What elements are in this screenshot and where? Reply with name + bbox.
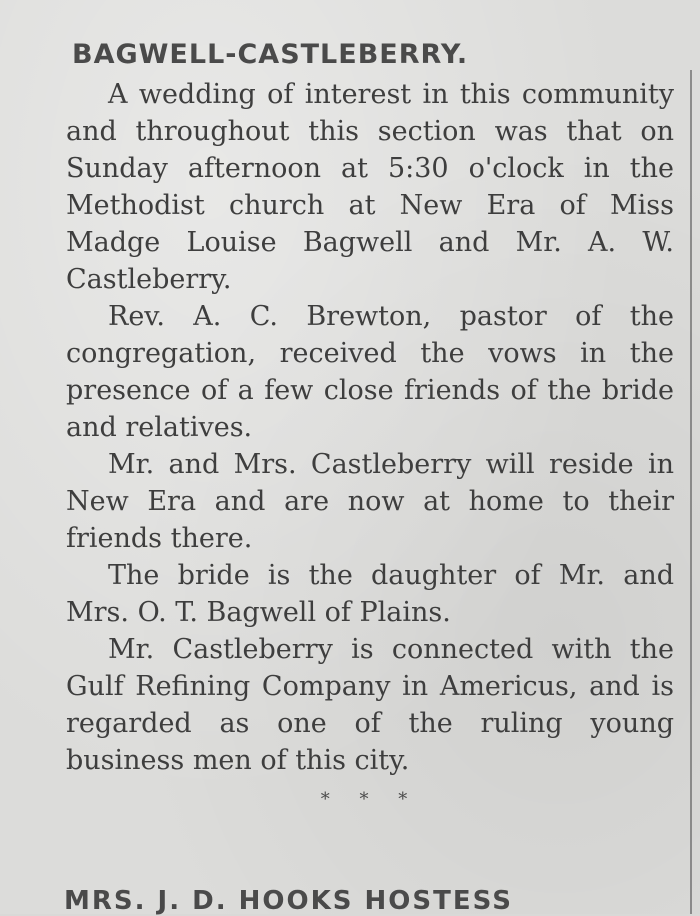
article-paragraph-1: A wedding of interest in this community and throughout this section was that on Sunday afternoon at 5:30 o'clock in the Methodist church at New Era of Miss Madge Louise Bagwell and Mr. A. W. Castleberry. xyxy=(66,79,674,295)
column-rule xyxy=(690,70,692,914)
section-separator: * * * xyxy=(320,789,420,810)
article-paragraph-2: Rev. A. C. Brewton, pastor of the congregation, received the vows in the presence of a few close friends of the bride and relatives. xyxy=(66,301,674,443)
article-column xyxy=(66,38,674,813)
article-paragraph-3: Mr. and Mrs. Castleberry will reside in New Era and are now at home to their friends there. xyxy=(66,449,674,554)
article-paragraph-5: Mr. Castleberry is connected with the Gulf Refining Company in Americus, and is regarded as one of the ruling young business men of this city. xyxy=(66,634,674,776)
article-paragraph-4: The bride is the daughter of Mr. and Mrs. O. T. Bagwell of Plains. xyxy=(66,560,674,628)
article-headline: BAGWELL-CASTLEBERRY. xyxy=(72,39,469,70)
next-article-headline: MRS. J. D. HOOKS HOSTESS xyxy=(64,886,513,916)
